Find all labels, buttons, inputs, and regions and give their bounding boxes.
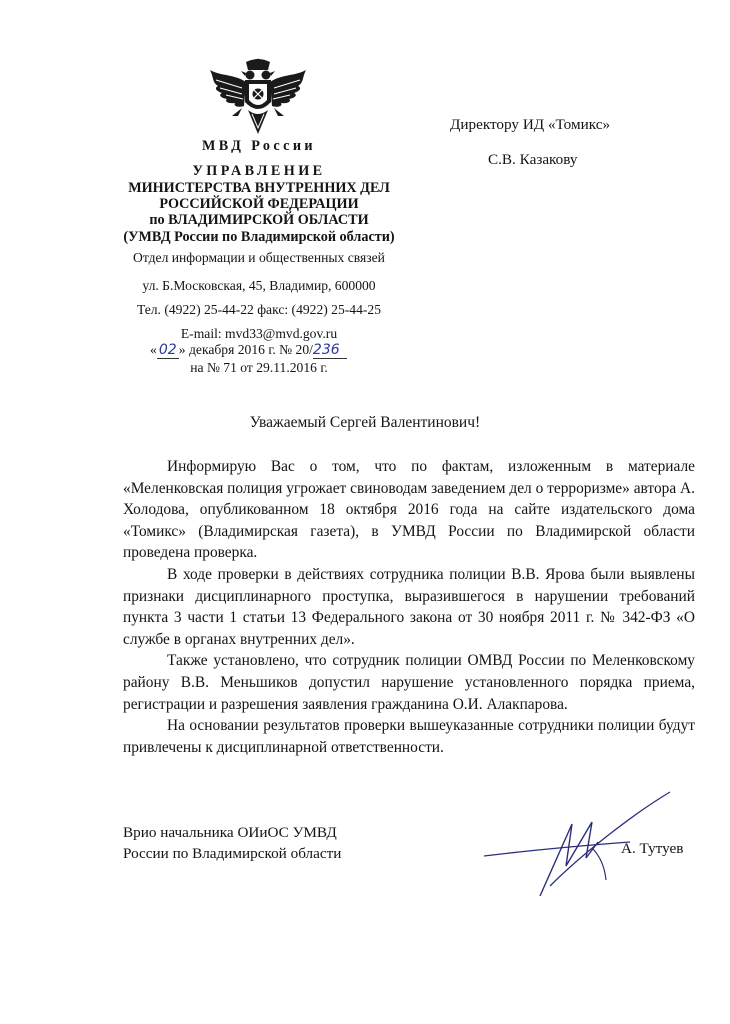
department-line: по ВЛАДИМИРСКОЙ ОБЛАСТИ [149,212,369,228]
mvd-emblem-icon [208,58,308,136]
body-paragraph: В ходе проверки в действиях сотрудника полиции В.В. Ярова были выявлены признаки дисциплинарного проступка, выразившегося в нарушении требований пункта 3 части 1 статьи 13 Федерального закона от 30 ноября 2011 г. № 342-ФЗ «О службе в органах внутренних дел». [123,565,695,648]
month-year: » декабря 2016 г. № 20/ [178,342,313,357]
addressee-position: Директору ИД «Томикс» [450,116,611,133]
department-abbr: (УМВД России по Владимирской области) [123,229,395,245]
ministry-short: МВД России [202,138,316,154]
address: ул. Б.Московская, 45, Владимир, 600000 [142,278,376,293]
phone-fax: Тел. (4922) 25-44-22 факс: (4922) 25-44-25 [136,302,382,317]
body-paragraph: Также установлено, что сотрудник полиции ОМВД России по Меленковскому району В.В. Меньшиков допустил нарушение установленного порядка приема, регистрации и разрешения заявления гражданина О.И. Алакпарова. [123,652,695,713]
email: E-mail: mvd33@mvd.gov.ru [180,326,338,341]
handwritten-number: 236 [313,342,347,359]
body-paragraph: На основании результатов проверки вышеуказанные сотрудники полиции будут привлечены к дисциплинарной ответственности. [123,717,695,756]
handwritten-day: 02 [157,342,179,359]
letter-body [123,456,695,758]
signer-position-line: Врио начальника ОИиОС УМВД [123,824,337,841]
department-line: УПРАВЛЕНИЕ [192,163,326,179]
body-paragraph: Информирую Вас о том, что по фактам, изложенным в материале «Меленковская полиция угрожает свиноводам заведением дел о терроризме» автора А. Холодова, опубликованном 18 октября 2016 года на сайте издательского дома «Томикс» (Владимирская газета), в УМВД России по Владимирской области проведена проверка. [123,458,695,562]
reply-reference: на № 71 от 29.11.2016 г. [190,360,328,375]
department-line: МИНИСТЕРСТВА ВНУТРЕННИХ ДЕЛ [128,180,390,196]
salutation: Уважаемый Сергей Валентинович! [249,414,481,431]
signer-position-line: России по Владимирской области [123,845,342,862]
signer-name: А. Тутуев [621,840,684,857]
reference-date-number [150,342,347,359]
open-quote: « [150,342,157,357]
division-name: Отдел информации и общественных связей [133,250,385,265]
signer-position [123,822,341,864]
addressee-name: С.В. Казакову [488,151,578,168]
department-line: РОССИЙСКОЙ ФЕДЕРАЦИИ [159,196,359,212]
